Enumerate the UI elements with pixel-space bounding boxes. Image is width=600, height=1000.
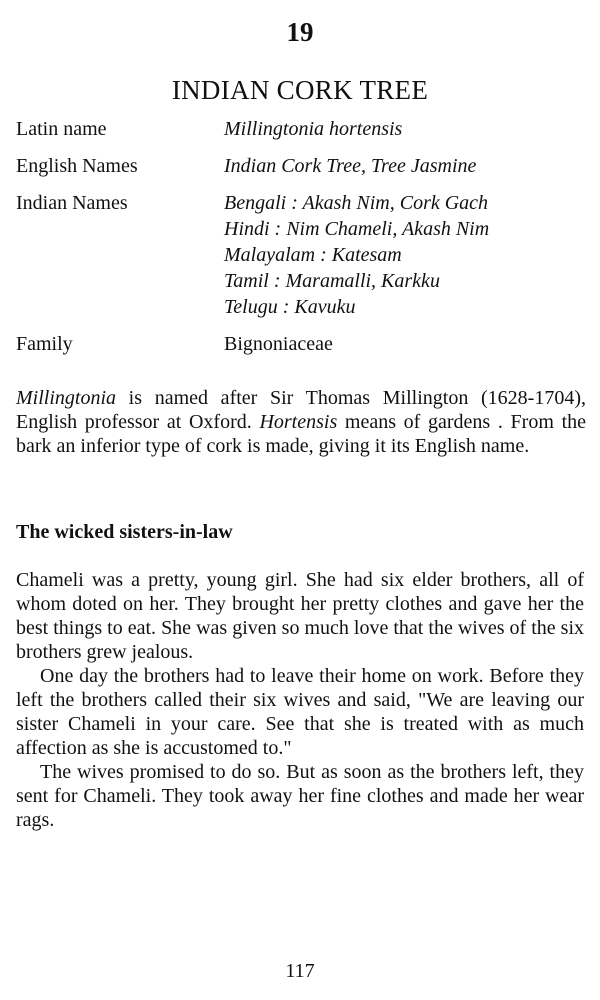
latin-name-value: Millingtonia hortensis <box>224 118 403 140</box>
story-body <box>16 568 584 832</box>
indian-name-hindi: Hindi : Nim Chameli, Akash Nim <box>224 218 490 240</box>
page-number: 117 <box>285 960 315 982</box>
family-value: Bignoniaceae <box>224 333 333 355</box>
intro-paragraph <box>16 386 586 458</box>
botanical-info-table <box>16 116 586 368</box>
indian-name-malayalam: Malayalam : Katesam <box>224 244 402 266</box>
intro-term-millingtonia: Millingtonia <box>16 387 116 409</box>
family-label: Family <box>16 333 73 355</box>
intro-text-2: means of gardens . From the bark an inferior type of cork is made, giving it its English name. <box>16 411 586 457</box>
section-heading: The wicked sisters-in-law <box>16 521 233 543</box>
indian-name-bengali: Bengali : Akash Nim, Cork Gach <box>224 192 489 214</box>
intro-term-hortensis: Hortensis <box>259 411 338 433</box>
indian-names-row <box>16 190 586 320</box>
story-paragraph: One day the brothers had to leave their home on work. Before they left the brothers called their six wives and said, "We are leaving our sister Chameli in your care. See that she is treated with as much affection as she is accustomed to." <box>16 665 584 759</box>
indian-names-label: Indian Names <box>16 192 128 214</box>
intro-text-1: is named after Sir Thomas Millington (1628-1704), English professor at Oxford. <box>16 387 586 433</box>
family-row <box>16 331 586 357</box>
latin-name-row <box>16 116 586 142</box>
indian-name-telugu: Telugu : Kavuku <box>224 296 356 318</box>
english-names-value: Indian Cork Tree, Tree Jasmine <box>224 155 477 177</box>
indian-name-tamil: Tamil : Maramalli, Karkku <box>224 270 440 292</box>
english-names-row <box>16 153 586 179</box>
indian-names-list <box>224 190 586 320</box>
story-paragraph: Chameli was a pretty, young girl. She had six elder brothers, all of whom doted on her. They brought her pretty clothes and gave her the best things to eat. She was given so much love that the wives of the six brothers grew jealous. <box>16 569 584 663</box>
latin-name-label: Latin name <box>16 118 107 140</box>
chapter-number: 19 <box>286 17 314 47</box>
english-names-label: English Names <box>16 155 138 177</box>
chapter-title: INDIAN CORK TREE <box>171 75 429 105</box>
story-paragraph: The wives promised to do so. But as soon as the brothers left, they sent for Chameli. They took away her fine clothes and made her wear rags. <box>16 761 584 831</box>
